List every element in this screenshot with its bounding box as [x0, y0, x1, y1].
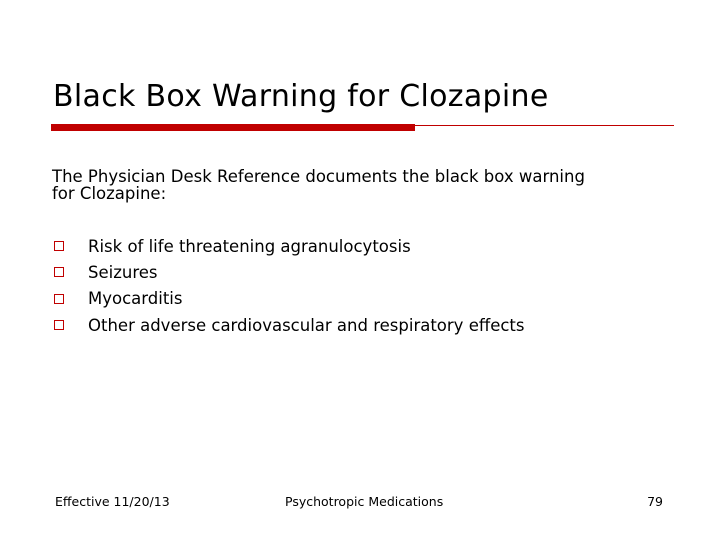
intro-line: The Physician Desk Reference documents the black box warning — [52, 167, 585, 186]
bullet-item — [52, 312, 672, 338]
title-underline-accent — [51, 124, 415, 131]
footer-page-number: 79 — [647, 494, 663, 509]
bullet-text: Risk of life threatening agranulocytosis — [88, 236, 411, 256]
bullet-text: Seizures — [88, 262, 158, 282]
slide-title: Black Box Warning for Clozapine — [53, 79, 549, 114]
footer-effective-date: Effective 11/20/13 — [55, 494, 170, 509]
title-underline-rule — [415, 125, 674, 126]
bullet-text: Myocarditis — [88, 289, 183, 309]
bullet-list — [52, 233, 672, 338]
hollow-square-bullet-icon — [54, 320, 64, 330]
footer-title: Psychotropic Medications — [285, 494, 444, 509]
bullet-item — [52, 233, 672, 259]
bullet-item — [52, 259, 672, 285]
hollow-square-bullet-icon — [54, 267, 64, 277]
hollow-square-bullet-icon — [54, 294, 64, 304]
hollow-square-bullet-icon — [54, 241, 64, 251]
bullet-text: Other adverse cardiovascular and respiratory effects — [88, 315, 525, 335]
bullet-item — [52, 286, 672, 312]
intro-paragraph — [52, 168, 672, 202]
intro-line: for Clozapine: — [52, 184, 167, 203]
